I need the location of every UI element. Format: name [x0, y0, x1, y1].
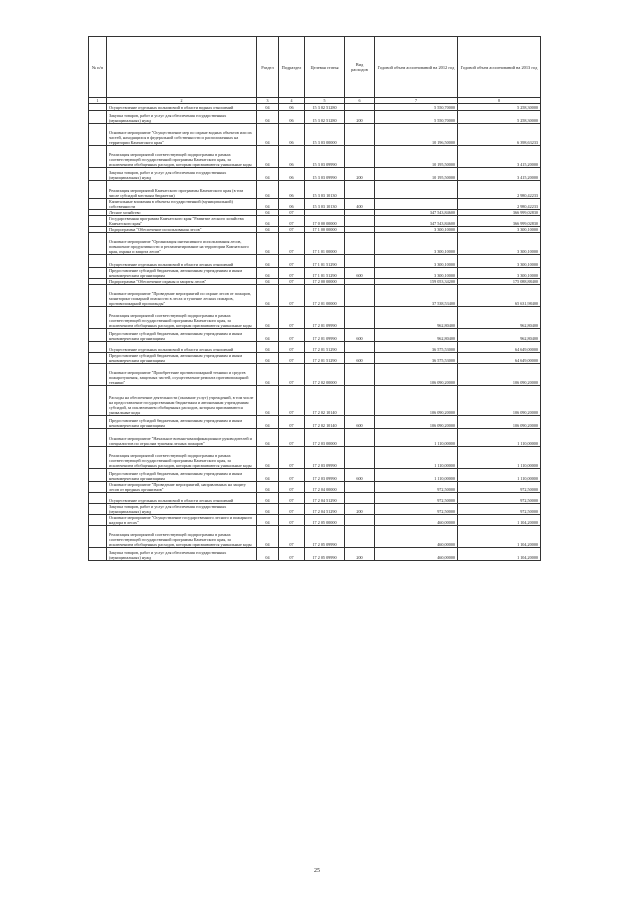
row-podrazdel: 06 — [279, 199, 305, 210]
row-sum-2012: 1 110,00000 — [375, 447, 458, 469]
row-razdel: 04 — [257, 342, 279, 353]
row-razdel: 04 — [257, 279, 279, 285]
row-vr — [345, 233, 375, 255]
row-sum-2013: 3 300,10000 — [458, 255, 541, 268]
row-sum-2013: 106 090,20000 — [458, 416, 541, 429]
row-number — [89, 482, 107, 493]
row-sum-2013: 1 110,00000 — [458, 447, 541, 469]
row-sum-2012: 347 543,84600 — [375, 210, 458, 216]
row-name: Капитальные вложения в объекты государственной (муниципальной) собственности — [107, 199, 257, 210]
row-podrazdel: 07 — [279, 482, 305, 493]
row-sum-2013: 1 104,20000 — [458, 526, 541, 548]
row-name: Государственная программа Камчатского края "Развитие лесного хозяйства Камчатского края" — [107, 216, 257, 227]
row-cst: 17 2 02 10140 — [305, 386, 345, 416]
row-vr — [345, 429, 375, 447]
row-name: Предоставление субсидий бюджетным, автономным учреждениям и иным некоммерческим организациям — [107, 268, 257, 279]
row-name: Основное мероприятие "Проведение мероприятий по охране лесов от пожаров, мониторинг пожарной опасности в лесах и тушение лесных пожаров, противопожарной пропаганды" — [107, 285, 257, 307]
row-number — [89, 146, 107, 168]
row-sum-2013: 1 110,00000 — [458, 429, 541, 447]
header-row — [89, 37, 541, 98]
table-row — [89, 199, 541, 210]
row-sum-2013: 366 999,02830 — [458, 210, 541, 216]
header-vr: Вид расходов — [345, 37, 375, 98]
row-razdel: 04 — [257, 111, 279, 124]
row-cst: 17 2 03 00000 — [305, 429, 345, 447]
row-cst: 15 3 02 51280 — [305, 104, 345, 111]
row-vr — [345, 526, 375, 548]
row-sum-2013: 3 300,10000 — [458, 268, 541, 279]
row-podrazdel: 07 — [279, 353, 305, 364]
table-row — [89, 181, 541, 199]
row-sum-2012: 972,50000 — [375, 504, 458, 515]
table-row — [89, 168, 541, 181]
row-name: Основное мероприятие "Приобретение противопожарной техники и средств пожаротушения, защитных частей, осуществление ремонта противопожарной техники" — [107, 364, 257, 386]
row-name: Основное мероприятие "Организация интенсивного использования лесов, повышение продуктивности и регламентирование на территории Камчатского края, охрана и защита лесов" — [107, 233, 257, 255]
row-sum-2012: 10 195,50000 — [375, 168, 458, 181]
column-number: 4 — [279, 98, 305, 104]
row-number — [89, 268, 107, 279]
row-razdel: 04 — [257, 329, 279, 342]
row-cst: 17 1 01 51290 — [305, 255, 345, 268]
row-podrazdel: 07 — [279, 515, 305, 526]
row-podrazdel: 06 — [279, 146, 305, 168]
row-number — [89, 104, 107, 111]
row-podrazdel: 06 — [279, 181, 305, 199]
header-name — [107, 37, 257, 98]
row-number — [89, 168, 107, 181]
page-number: 25 — [314, 868, 320, 874]
row-razdel: 04 — [257, 255, 279, 268]
table-row — [89, 146, 541, 168]
row-sum-2013: 64 649,00000 — [458, 353, 541, 364]
table-row — [89, 526, 541, 548]
table-row — [89, 353, 541, 364]
row-sum-2013: 1 104,20000 — [458, 515, 541, 526]
row-podrazdel: 07 — [279, 279, 305, 285]
row-podrazdel: 07 — [279, 233, 305, 255]
row-vr: 600 — [345, 416, 375, 429]
row-razdel: 04 — [257, 146, 279, 168]
row-razdel: 04 — [257, 268, 279, 279]
table-row — [89, 233, 541, 255]
row-sum-2013: 962,80400 — [458, 307, 541, 329]
row-number — [89, 469, 107, 482]
row-podrazdel: 07 — [279, 447, 305, 469]
row-sum-2013: 1 110,00000 — [458, 469, 541, 482]
row-cst: 17 2 01 51290 — [305, 353, 345, 364]
row-sum-2013: 972,50000 — [458, 482, 541, 493]
table-row — [89, 515, 541, 526]
row-razdel: 04 — [257, 429, 279, 447]
column-number: 7 — [375, 98, 458, 104]
row-number — [89, 364, 107, 386]
row-podrazdel: 07 — [279, 255, 305, 268]
row-number — [89, 285, 107, 307]
row-name: Расходы на обеспечение деятельности (оказание услуг) учреждений, в том числе на предоставление государственным бюджетным и автономным учреждениям субсидий, за исключением обобщенных расходов, которым присваиваются уникальные коды — [107, 386, 257, 416]
table-row — [89, 386, 541, 416]
row-cst: 17 2 03 09990 — [305, 469, 345, 482]
row-sum-2012: 1 110,00000 — [375, 469, 458, 482]
row-vr — [345, 515, 375, 526]
row-number — [89, 548, 107, 561]
row-razdel: 04 — [257, 285, 279, 307]
header-sum-2012: Годовой объем ассигнований на 2012 год — [375, 37, 458, 98]
table-row — [89, 447, 541, 469]
row-podrazdel: 07 — [279, 216, 305, 227]
row-sum-2013: 962,80400 — [458, 329, 541, 342]
row-cst: 17 2 04 51290 — [305, 504, 345, 515]
row-vr: 400 — [345, 199, 375, 210]
row-number — [89, 353, 107, 364]
table-row — [89, 469, 541, 482]
column-number: 5 — [305, 98, 345, 104]
row-cst: 17 2 01 00000 — [305, 285, 345, 307]
row-number — [89, 429, 107, 447]
row-razdel: 04 — [257, 199, 279, 210]
row-name: Основное мероприятие "Начальное военно-квалификационное руководителей и специалистов по отраслям тушения лесных пожаров" — [107, 429, 257, 447]
row-podrazdel: 06 — [279, 111, 305, 124]
row-sum-2013: 972,50000 — [458, 493, 541, 504]
row-sum-2012 — [375, 181, 458, 199]
column-number: 8 — [458, 98, 541, 104]
table-row — [89, 255, 541, 268]
header-num: № п/п — [89, 37, 107, 98]
row-sum-2013: 65 631,98400 — [458, 285, 541, 307]
row-cst: 17 2 02 00000 — [305, 364, 345, 386]
row-vr: 200 — [345, 168, 375, 181]
row-cst: 17 2 05 09990 — [305, 548, 345, 561]
row-name: Реализация мероприятий соответствующей подпрограммы в рамках соответствующей государственной программы Камчатского края, за исключением обобщенных расходов, которым присваиваются уникальные коды — [107, 526, 257, 548]
row-number — [89, 329, 107, 342]
row-sum-2013: 1 104,20000 — [458, 548, 541, 561]
row-razdel: 04 — [257, 216, 279, 227]
row-razdel: 04 — [257, 364, 279, 386]
row-razdel: 04 — [257, 515, 279, 526]
row-cst: 17 1 01 51290 — [305, 268, 345, 279]
row-name: Реализация мероприятий соответствующей подпрограммы в рамках соответствующей государственной программы Камчатского края, за исключением обобщенных расходов, которым присваиваются уникальные коды — [107, 447, 257, 469]
row-razdel: 04 — [257, 416, 279, 429]
row-vr — [345, 342, 375, 353]
row-vr: 200 — [345, 548, 375, 561]
row-vr — [345, 493, 375, 504]
table-body — [89, 104, 541, 561]
row-sum-2012: 5 550,70000 — [375, 104, 458, 111]
row-vr: 600 — [345, 268, 375, 279]
row-number — [89, 181, 107, 199]
row-number — [89, 504, 107, 515]
row-number — [89, 526, 107, 548]
row-sum-2013: 3 415,20000 — [458, 146, 541, 168]
row-name: Лесное хозяйство — [107, 210, 257, 216]
row-vr — [345, 364, 375, 386]
table-row — [89, 429, 541, 447]
row-cst: 17 2 05 00000 — [305, 515, 345, 526]
row-number — [89, 233, 107, 255]
table-row — [89, 416, 541, 429]
row-number — [89, 255, 107, 268]
row-sum-2013: 2 980,42233 — [458, 181, 541, 199]
budget-table — [88, 36, 541, 561]
row-podrazdel: 06 — [279, 124, 305, 146]
row-sum-2013: 366 999,02830 — [458, 216, 541, 227]
table-row — [89, 111, 541, 124]
table-row — [89, 268, 541, 279]
row-razdel: 04 — [257, 504, 279, 515]
row-sum-2013: 106 090,20000 — [458, 364, 541, 386]
table-row — [89, 104, 541, 111]
row-sum-2013: 175 088,88400 — [458, 279, 541, 285]
row-sum-2013: 3 300,10000 — [458, 233, 541, 255]
table-row — [89, 124, 541, 146]
budget-sheet — [88, 36, 540, 561]
row-vr: 600 — [345, 469, 375, 482]
row-number — [89, 342, 107, 353]
row-razdel: 04 — [257, 526, 279, 548]
table-row — [89, 342, 541, 353]
row-sum-2012: 460,00000 — [375, 515, 458, 526]
row-vr: 600 — [345, 353, 375, 364]
row-sum-2013: 64 649,00000 — [458, 342, 541, 353]
row-sum-2013: 3 300,10000 — [458, 227, 541, 233]
row-podrazdel: 07 — [279, 526, 305, 548]
row-razdel: 04 — [257, 307, 279, 329]
column-number: 1 — [89, 98, 107, 104]
row-razdel: 04 — [257, 469, 279, 482]
row-cst: 17 0 00 00000 — [305, 216, 345, 227]
row-number — [89, 307, 107, 329]
row-sum-2012: 106 090,20000 — [375, 364, 458, 386]
row-vr — [345, 285, 375, 307]
row-number — [89, 416, 107, 429]
row-cst: 17 1 01 00000 — [305, 233, 345, 255]
row-sum-2012: 10 196,50000 — [375, 124, 458, 146]
row-sum-2012: 347 543,84600 — [375, 216, 458, 227]
row-vr — [345, 447, 375, 469]
row-razdel: 04 — [257, 447, 279, 469]
row-vr — [345, 146, 375, 168]
row-sum-2013: 6 398,63233 — [458, 124, 541, 146]
row-podrazdel: 06 — [279, 168, 305, 181]
row-sum-2012: 3 300,10000 — [375, 255, 458, 268]
row-podrazdel: 07 — [279, 285, 305, 307]
row-razdel: 04 — [257, 168, 279, 181]
row-sum-2012: 3 300,10000 — [375, 227, 458, 233]
row-cst: 17 1 00 00000 — [305, 227, 345, 233]
row-razdel: 04 — [257, 227, 279, 233]
row-name: Осуществление отдельных полномочий в области лесных отношений — [107, 342, 257, 353]
row-name: Закупка товаров, работ и услуг для обеспечения государственных (муниципальных) нужд — [107, 504, 257, 515]
row-sum-2012 — [375, 199, 458, 210]
row-podrazdel: 07 — [279, 364, 305, 386]
table-row — [89, 329, 541, 342]
table-row — [89, 216, 541, 227]
row-podrazdel: 07 — [279, 342, 305, 353]
row-podrazdel: 06 — [279, 104, 305, 111]
row-razdel: 04 — [257, 104, 279, 111]
row-name: Предоставление субсидий бюджетным, автономным учреждениям и иным некоммерческим организациям — [107, 416, 257, 429]
row-name: Реализация мероприятий Камчатского программы Камчатского края (в том числе субсидий местным бюджетам) — [107, 181, 257, 199]
row-cst: 15 3 03 09990 — [305, 168, 345, 181]
row-vr — [345, 482, 375, 493]
row-sum-2012: 36 575,53000 — [375, 353, 458, 364]
header-razdel: Раздел — [257, 37, 279, 98]
row-cst: 17 2 05 09990 — [305, 526, 345, 548]
row-cst: 17 2 01 09990 — [305, 329, 345, 342]
row-name: Осуществление отдельных полномочий в области водных отношений — [107, 104, 257, 111]
row-podrazdel: 07 — [279, 469, 305, 482]
row-name: Осуществление отдельных полномочий в области лесных отношений — [107, 493, 257, 504]
row-vr — [345, 255, 375, 268]
row-podrazdel: 07 — [279, 416, 305, 429]
row-name: Основное мероприятие "Осуществление мер по охране водных объектов или их частей, находящихся в федеральной собственности и расположенных на территории Камчатского края" — [107, 124, 257, 146]
row-podrazdel: 07 — [279, 307, 305, 329]
row-cst: 15 3 02 51280 — [305, 111, 345, 124]
row-cst: 15 3 03 10130 — [305, 181, 345, 199]
row-vr — [345, 386, 375, 416]
table-row — [89, 307, 541, 329]
row-sum-2013: 106 090,20000 — [458, 386, 541, 416]
row-cst: 17 2 04 51290 — [305, 493, 345, 504]
row-vr — [345, 216, 375, 227]
row-cst: 17 2 00 00000 — [305, 279, 345, 285]
row-podrazdel: 07 — [279, 329, 305, 342]
row-sum-2013: 3 415,20000 — [458, 168, 541, 181]
row-sum-2012: 10 195,50000 — [375, 146, 458, 168]
column-number: 3 — [257, 98, 279, 104]
row-sum-2012: 106 090,20000 — [375, 386, 458, 416]
row-number — [89, 447, 107, 469]
row-cst: 17 2 01 09990 — [305, 307, 345, 329]
table-row — [89, 493, 541, 504]
row-podrazdel: 07 — [279, 504, 305, 515]
row-podrazdel: 07 — [279, 429, 305, 447]
table-row — [89, 364, 541, 386]
row-cst: 17 2 02 10140 — [305, 416, 345, 429]
row-podrazdel: 07 — [279, 227, 305, 233]
row-number — [89, 386, 107, 416]
row-razdel: 04 — [257, 233, 279, 255]
row-sum-2012: 106 090,20000 — [375, 416, 458, 429]
row-number — [89, 216, 107, 227]
row-vr: 200 — [345, 504, 375, 515]
row-name: Предоставление субсидий бюджетным, автономным учреждениям и иным некоммерческим организациям — [107, 353, 257, 364]
row-sum-2012: 1 110,00000 — [375, 429, 458, 447]
row-razdel: 04 — [257, 386, 279, 416]
row-number — [89, 111, 107, 124]
table-row — [89, 285, 541, 307]
row-podrazdel: 07 — [279, 493, 305, 504]
row-sum-2013: 972,50000 — [458, 504, 541, 515]
table-row — [89, 482, 541, 493]
table-row — [89, 504, 541, 515]
row-razdel: 04 — [257, 353, 279, 364]
header-podrazdel: Подраздел — [279, 37, 305, 98]
row-sum-2012: 37 538,53400 — [375, 285, 458, 307]
row-sum-2013: 5 258,30000 — [458, 111, 541, 124]
table-row — [89, 548, 541, 561]
row-sum-2012: 3 300,10000 — [375, 233, 458, 255]
row-number — [89, 493, 107, 504]
row-razdel: 04 — [257, 210, 279, 216]
row-podrazdel: 07 — [279, 386, 305, 416]
row-sum-2013: 5 258,30000 — [458, 104, 541, 111]
row-name: Реализация мероприятий соответствующей подпрограммы в рамках соответствующей государственной программы Камчатского края, за исключением обобщенных расходов, которым присваиваются уникальные коды — [107, 307, 257, 329]
row-cst: 15 3 03 10130 — [305, 199, 345, 210]
row-vr: 600 — [345, 329, 375, 342]
row-cst: 15 3 03 09990 — [305, 146, 345, 168]
column-number: 2 — [107, 98, 257, 104]
row-razdel: 04 — [257, 493, 279, 504]
row-cst: 17 2 03 09990 — [305, 447, 345, 469]
row-name: Подпрограмма "Обеспечение использования лесов" — [107, 227, 257, 233]
row-name: Реализация мероприятий соответствующей подпрограммы в рамках соответствующей государственной программы Камчатского края, за исключением обобщенных расходов, которым присваиваются уникальные коды — [107, 146, 257, 168]
column-number: 6 — [345, 98, 375, 104]
row-number — [89, 124, 107, 146]
row-name: Осуществление отдельных полномочий в области лесных отношений — [107, 255, 257, 268]
row-number — [89, 515, 107, 526]
row-vr — [345, 124, 375, 146]
row-sum-2012: 962,80400 — [375, 329, 458, 342]
row-sum-2012: 962,80400 — [375, 307, 458, 329]
header-sum-2013: Годовой объем ассигнований на 2013 год — [458, 37, 541, 98]
row-name: Закупка товаров, работ и услуг для обеспечения государственных (муниципальных) нужд — [107, 168, 257, 181]
row-number — [89, 199, 107, 210]
row-name: Предоставление субсидий бюджетным, автономным учреждениям и иным некоммерческим организациям — [107, 469, 257, 482]
row-vr — [345, 307, 375, 329]
row-name: Основное мероприятие "Осуществление государственного лесного и пожарного надзора в лесах" — [107, 515, 257, 526]
row-sum-2012: 460,00000 — [375, 548, 458, 561]
row-razdel: 04 — [257, 124, 279, 146]
row-cst: 17 2 01 51290 — [305, 342, 345, 353]
row-razdel: 04 — [257, 548, 279, 561]
row-vr — [345, 181, 375, 199]
row-name: Закупка товаров, работ и услуг для обеспечения государственных (муниципальных) нужд — [107, 548, 257, 561]
row-name: Подпрограмма "Обеспечение охраны и защиты лесов" — [107, 279, 257, 285]
row-podrazdel: 07 — [279, 210, 305, 216]
row-sum-2012: 460,00000 — [375, 526, 458, 548]
row-sum-2012: 5 550,70000 — [375, 111, 458, 124]
row-sum-2012: 159 053,34200 — [375, 279, 458, 285]
row-razdel: 04 — [257, 482, 279, 493]
row-razdel: 04 — [257, 181, 279, 199]
row-sum-2012: 3 300,10000 — [375, 268, 458, 279]
row-sum-2012: 972,50000 — [375, 482, 458, 493]
row-vr — [345, 104, 375, 111]
row-sum-2012: 36 575,53000 — [375, 342, 458, 353]
row-sum-2013: 2 980,42233 — [458, 199, 541, 210]
row-name: Предоставление субсидий бюджетным, автономным учреждениям и иным некоммерческим организациям — [107, 329, 257, 342]
row-name: Закупка товаров, работ и услуг для обеспечения государственных (муниципальных) нужд — [107, 111, 257, 124]
row-name: Основное мероприятие "Проведение мероприятий, направленных на защиту лесов от вредных организмов" — [107, 482, 257, 493]
row-podrazdel: 07 — [279, 548, 305, 561]
row-podrazdel: 07 — [279, 268, 305, 279]
header-cst: Целевая статья — [305, 37, 345, 98]
row-cst: 15 3 03 00000 — [305, 124, 345, 146]
row-cst: 17 2 04 00000 — [305, 482, 345, 493]
row-vr: 200 — [345, 111, 375, 124]
row-sum-2012: 972,50000 — [375, 493, 458, 504]
